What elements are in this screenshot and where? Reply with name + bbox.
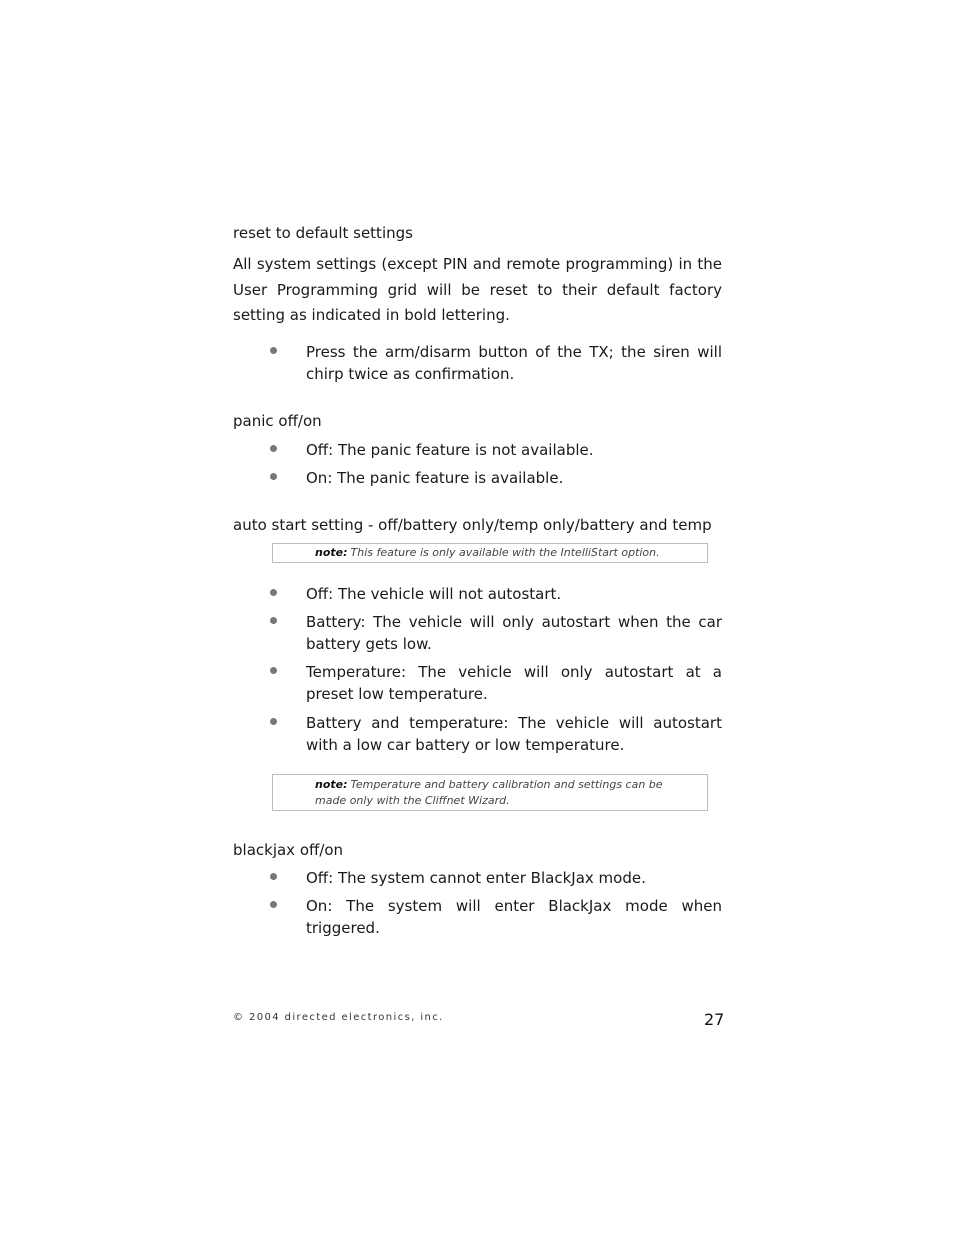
bullet-icon xyxy=(270,617,277,624)
reset-description: All system settings (except PIN and remote programming) in the User Programming grid will be reset to their default factory setting as indicated in bold lettering. xyxy=(233,255,722,324)
note-label: note: xyxy=(315,778,348,791)
bullet-icon xyxy=(270,901,277,908)
list-item xyxy=(270,583,722,605)
section-heading-panic: panic off/on xyxy=(233,412,322,430)
list-item-text: Off: The panic feature is not available. xyxy=(306,441,594,459)
note-box xyxy=(272,543,708,563)
bullet-icon xyxy=(270,589,277,596)
note-label: note: xyxy=(315,546,348,559)
list-item-text: Battery and temperature: The vehicle will autostart with a low car battery or low temperature. xyxy=(306,714,722,754)
bullet-icon xyxy=(270,473,277,480)
list-item xyxy=(270,467,722,489)
list-item xyxy=(270,712,722,756)
page-number: 27 xyxy=(704,1010,725,1029)
note-box xyxy=(272,774,708,811)
section-heading-blackjax: blackjax off/on xyxy=(233,841,344,859)
list-item xyxy=(270,611,722,655)
note-text: Temperature and battery calibration and settings can be made only with the Cliffnet Wizard. xyxy=(315,778,663,807)
list-item-text: On: The system will enter BlackJax mode when triggered. xyxy=(306,897,722,937)
bullet-icon xyxy=(270,873,277,880)
list-item-text: Off: The vehicle will not autostart. xyxy=(306,585,562,603)
list-item xyxy=(270,439,722,461)
list-item xyxy=(270,867,722,889)
note-text: This feature is only available with the IntelliStart option. xyxy=(350,546,660,559)
list-item-text: Temperature: The vehicle will only autostart at a preset low temperature. xyxy=(306,663,722,703)
section-heading-autostart: auto start setting - off/battery only/temp only/battery and temp xyxy=(233,516,712,534)
copyright-footer: © 2004 directed electronics, inc. xyxy=(233,1012,444,1023)
bullet-icon xyxy=(270,718,277,725)
list-item xyxy=(270,661,722,705)
bullet-icon xyxy=(270,445,277,452)
list-item-text: Off: The system cannot enter BlackJax mode. xyxy=(306,869,646,887)
bullet-icon xyxy=(270,347,277,354)
list-item-text: Press the arm/disarm button of the TX; the siren will chirp twice as confirmation. xyxy=(306,343,722,383)
list-item-text: On: The panic feature is available. xyxy=(306,469,564,487)
section-heading-reset: reset to default settings xyxy=(233,224,413,242)
list-item xyxy=(270,341,722,385)
bullet-icon xyxy=(270,667,277,674)
list-item-text: Battery: The vehicle will only autostart when the car battery gets low. xyxy=(306,613,722,653)
list-item xyxy=(270,895,722,939)
